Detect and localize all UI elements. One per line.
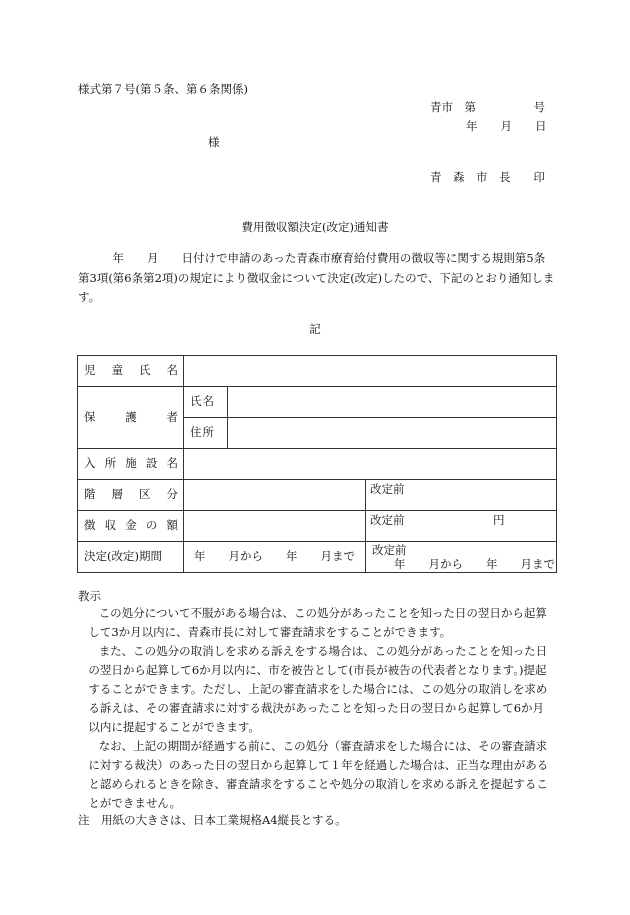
sender-mayor: 青 森 市 長 印 [430,170,545,184]
amount-prior-cell [366,511,557,542]
instruction-paragraph [78,737,555,813]
table-row-guardian-name [78,387,557,418]
table-row-child-name [78,356,557,387]
tier-prior-label: 改定前 [370,482,405,496]
ki-marker: 記 [309,322,321,336]
amount-unit: 円 [493,513,505,527]
label-facility [78,449,184,480]
table-row-facility [78,449,557,480]
instruction-paragraph [78,604,555,642]
label-tier [78,480,184,511]
label-guardian-address [184,418,228,449]
issue-date: 年 月 日 [466,119,547,133]
value-guardian-address [228,418,557,449]
table-row-amount [78,511,557,542]
spaced-sublabel: 住 所 [190,425,214,440]
value-facility [184,449,557,480]
label-guardian-name [184,387,228,418]
value-tier [184,480,366,511]
spaced-sublabel: 氏 名 [190,394,214,409]
period-prior-value: 年 月から 年 月まで [394,557,555,571]
paragraph-text: この処分について不服がある場合は、この処分があったことを知った日の翌日から起算して3か月以内に、青森市長に対して審査請求をすることができます。 [88,606,547,639]
paragraph-text: また、この処分の取消しを求める訴えをする場合は、この処分があったことを知った日の翌日から起算して6か月以内に、市を被告として(市長が被告の代表者となります。)提起することができます。ただし、上記の審査請求をした場合には、この処分の取消しを求める訴えは、その審査請求に対する裁決があったことを知った日の翌日から起算して6か月以内に提起することができます。 [88,643,548,734]
value-period: 年 月から 年 月まで [184,542,366,573]
value-guardian-name [228,387,557,418]
label-period: 決定(改定)期間 [78,542,184,573]
spaced-label: 児 童 氏 名 [84,363,178,378]
instruction-body [78,604,555,813]
paragraph-text: なお、上記の期間が経過する前に、この処分（審査請求をした場合には、その審査請求に対する裁決）のあった日の翌日から起算して１年を経過した場合は、正当な理由があると認められるときを除き、審査請求をすることや処分の取消しを求める訴えを提起することができません。 [88,738,549,810]
value-child-name [184,356,557,387]
document-number: 青市 第 号 [430,100,545,114]
label-amount [78,511,184,542]
instruction-heading: 教示 [78,589,101,603]
notice-form-table [77,355,557,573]
footnote: 注 用紙の大きさは、日本工業規格A4縦長とする。 [78,813,347,827]
recipient-suffix: 様 [208,135,220,149]
document-title: 費用徴収額決定(改定)通知書 [241,220,389,234]
instruction-paragraph [78,642,555,737]
label-child-name [78,356,184,387]
amount-prior-label: 改定前 [370,513,405,527]
form-number: 様式第７号(第５条、第６条関係) [78,82,248,96]
period-prior-cell [366,542,557,573]
spaced-label: 徴 収 金 の 額 [84,518,178,533]
table-row-period [78,542,557,573]
table-row-tier [78,480,557,511]
spaced-label: 保 護 者 [84,409,178,424]
spaced-label: 階 層 区 分 [84,487,178,502]
period-prior-label: 改定前 [372,542,407,557]
spaced-label: 入 所 施 設 名 [84,456,178,471]
label-guardian [78,387,184,449]
value-amount [184,511,366,542]
intro-paragraph: 年 月 日付けで申請のあった青森市療育給付費用の徴収等に関する規則第5条第3項(第6条第2項)の規定により徴収金について決定(改定)したので、下記のとおり通知します。 [78,251,555,305]
tier-prior-cell [366,480,557,511]
